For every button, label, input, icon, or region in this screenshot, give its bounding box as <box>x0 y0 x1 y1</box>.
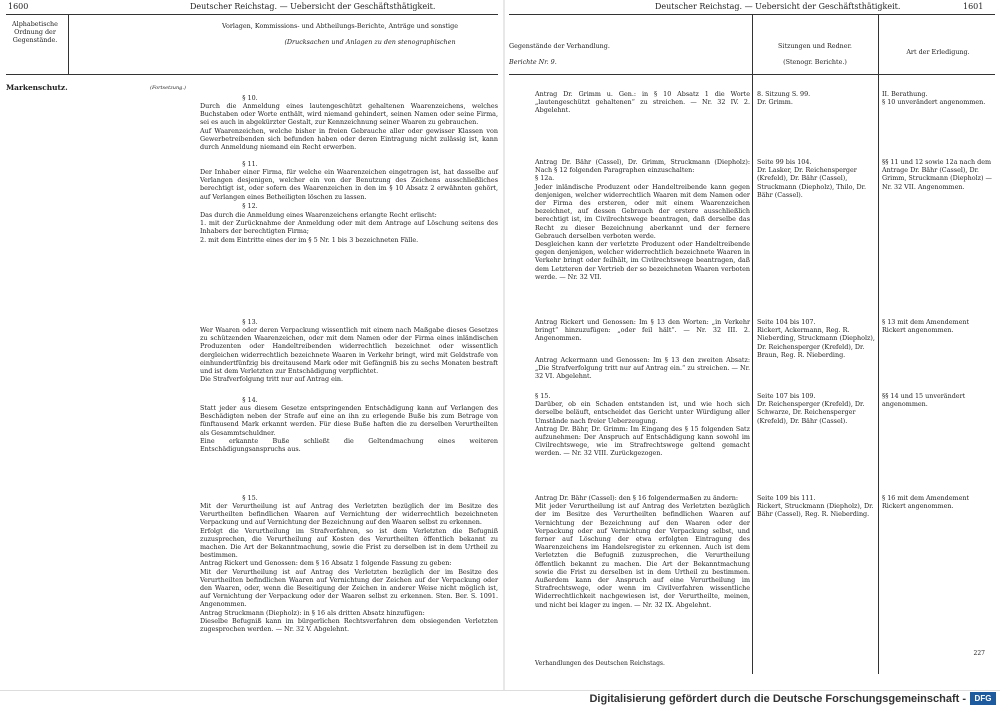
section-text: Das durch die Anmeldung eines Waarenzeichens erlangte Recht erlischt: 1. mit der Zurücknahme der Anmeldung oder mit dem Antrage auf Löschung seitens des Inhabers der berechtigten Firma; 2. mit dem Eintritte eines der im § 5 Nr. 1 bis 3 bezeichneten Fälle. <box>200 211 498 244</box>
right-col2-header: Sitzungen und Redner. <box>778 42 852 50</box>
right-page-number: 1601 <box>963 2 984 11</box>
entry-sessions: Seite 109 bis 111. Rickert, Struckmann (Diepholz), Dr. Bähr (Cassel), Reg. R. Nieberding. <box>757 494 874 519</box>
section-heading: § 11. <box>242 160 258 168</box>
entry-text: § 15. Darüber, ob ein Schaden entstanden ist, und wie hoch sich derselbe beläuft, entscheidet das Gericht unter Würdigung aller Umstände nach freier Ueberzeugung. Antrag Dr. Bähr, Dr. Grimm: Im Eingang des § 15 folgenden Satz aufzunehmen: Der Anspruch auf Entschädigung kann sowohl im Civilrechtswege, wie im Strafrechtswege geltend gemacht werden. — Nr. 32 VIII. Zurückgezogen. <box>535 392 750 458</box>
section-text: Mit der Verurtheilung ist auf Antrag des Verletzten bezüglich der im Besitze des Verurtheilten befindlichen Waaren auf Vernichtung der widerrechtlich bezeichneten Verpackung und auf Vernichtung der Bezeichnung auf den Waaren selbst zu erkennen. Erfolgt die Verurtheilung im Strafverfahren, so ist dem Verletzten die Befugniß zuzusprechen, die Verurtheilung auf Kosten des Verurtheilten öffentlich bekannt zu machen. Die Art der Bekanntmachung, sowie die Frist zu derselben ist in dem Urtheil zu bestimmen. Antrag Rickert und Genossen: dem § 16 Absatz 1 folgende Fassung zu geben: Mit der Verurtheilung ist auf Antrag des Verletzten bezüglich der im Besitze des Verurtheilten befindlichen Waaren auf Vernichtung der Zeichen auf der Verpackung oder den Waaren, oder, wenn die Beseitigung der Zeichen in anderer Weise nicht möglich ist, auf Vernichtung der Verpackung oder der Waaren selbst zu erkennen. Sten. Ber. S. 1091. Angenommen. Antrag Struckmann (Diepholz): in § 16 als dritten Absatz hinzufügen: Dieselbe Befugniß kann im bürgerlichen Rechtsverfahren dem obsiegenden Verletzten zugesprochen werden. — Nr. 32 V. Abgelehnt. <box>200 502 498 634</box>
left-col2-subheader: (Drucksachen und Anlagen zu den stenographischen <box>284 38 456 46</box>
right-col1-subheader: Berichte Nr. 9. <box>509 58 557 66</box>
entry-sessions: Seite 104 bis 107. Rickert, Ackermann, Reg. R. Nieberding, Struckmann (Diepholz), Dr. Reichensperger (Krefeld), Dr. Braun, Reg. R. Nieberding. <box>757 318 875 359</box>
entry-sessions: Seite 107 bis 109. Dr. Reichensperger (Krefeld), Dr. Schwarze, Dr. Reichensperger (Krefeld), Dr. Bähr (Cassel). <box>757 392 865 425</box>
entry-text: Antrag Dr. Bähr (Cassel): den § 16 folgendermaßen zu ändern: Mit jeder Verurtheilung ist auf Antrag des Verletzten bezüglich der im Besitze des Verurtheilten befindlichen Waaren auf Vernichtung der Bezeichnung auf den Waaren oder der Verpackung oder auf Vernichtung der Verpackung selbst, und ferner auf Löschung der etwa erfolgten Eintragung des Waarenzeichens im Handelsregister zu erkennen. Auch ist dem Verletzten die Befugniß zuzusprechen, die Verurtheilung öffentlich bekannt zu machen. Die Art der Bekanntmachung sowie die Frist zu derselben ist in dem Urtheil zu bestimmen. Außerdem kann der Anspruch auf eine Verurtheilung im Strafrechtswege, oder wenn im Civilverfahren wissentliche Widerrechtlichkeit nachgewiesen ist, der Verurtheilte, meinen, und nicht bei klager zu ingen. — Nr. 32 IX. Abgelehnt. <box>535 494 750 609</box>
subject-label: Markenschutz. <box>6 83 68 92</box>
section-heading: § 12. <box>242 202 258 210</box>
left-col1-header: Alphabetische Ordnung der Gegenstände. <box>12 20 58 44</box>
dfg-logo: DFG <box>970 692 996 705</box>
page-footer-note: Verhandlungen des Deutschen Reichstags. <box>535 660 665 667</box>
column-divider <box>752 14 753 674</box>
entry-text: Antrag Rickert und Genossen: Im § 13 den Worten: „in Verkehr bringt“ hinzuzufügen: „oder feil hält“. — Nr. 32 III. 2. Angenommen. <box>535 318 750 343</box>
header-bottom-rule <box>509 74 995 75</box>
entry-result: II. Berathung. § 10 unverändert angenommen. <box>882 90 986 107</box>
entry-result: §§ 14 und 15 unverändert angenommen. <box>882 392 966 409</box>
entry-text: Antrag Dr. Grimm u. Gen.: in § 10 Absatz 1 die Worte „lautengeschützt gehaltenen“ zu streichen. — Nr. 32 IV. 2. Abgelehnt. <box>535 90 750 115</box>
left-running-head: Deutscher Reichstag. — Uebersicht der Geschäftsthätigkeit. <box>190 2 436 11</box>
entry-result: §§ 11 und 12 sowie 12a nach dem Antrage Dr. Bähr (Cassel), Dr. Grimm, Struckmann (Diepholz) — Nr. 32 VII. Angenommen. <box>882 158 992 191</box>
footer-bar <box>0 690 1000 708</box>
section-heading: § 10. <box>242 94 258 102</box>
left-page <box>0 0 505 690</box>
signature-mark: 227 <box>973 650 985 657</box>
column-divider <box>68 14 69 74</box>
section-heading: § 15. <box>242 494 258 502</box>
entry-result: § 16 mit dem Amendement Rickert angenommen. <box>882 494 970 511</box>
entry-text: Antrag Ackermann und Genossen: Im § 13 den zweiten Absatz: „Die Strafverfolgung tritt nur auf Antrag ein.“ zu streichen. — Nr. 32 VI. Abgelehnt. <box>535 356 750 381</box>
entry-sessions: Seite 99 bis 104. Dr. Lasker, Dr. Reichensperger (Krefeld), Dr. Bähr (Cassel), Struckmann (Diepholz), Thilo, Dr. Bähr (Cassel). <box>757 158 867 199</box>
entry-result: § 13 mit dem Amendement Rickert angenommen. <box>882 318 970 335</box>
section-heading: § 14. <box>242 396 258 404</box>
left-page-number: 1600 <box>8 2 29 11</box>
section-text: Der Inhaber einer Firma, für welche ein Waarenzeichen eingetragen ist, hat dasselbe auf Verlangen desjenigen, welcher ein von der Benutzung des Zeichens ausschließliches berechtigt ist, oder sofern des Waarenzeichen in den im § 10 Absatz 2 erwähnten gehört, auf Verlangen eines Betheiligten löschen zu lassen. <box>200 168 498 201</box>
section-text: Statt jeder aus diesem Gesetze entspringenden Entschädigung kann auf Verlangen des Beschädigten neben der Strafe auf eine an ihn zu erlegende Buße bis zum Betrage von fünftausend Mark erkannt werden. Für diese Buße haften die zu derselben Verurtheilten als Gesammtschuldner. Eine erkannte Buße schließt die Geltendmachung eines weiteren Entschädigungsanspruchs aus. <box>200 404 498 454</box>
section-text: Wer Waaren oder deren Verpackung wissentlich mit einem nach Maßgabe dieses Gesetzes zu schützenden Waarenzeichen, oder mit dem Namen oder der Firma eines inländischen Produzenten oder Handeltreibenden widerrechtlich bezeichnet oder wissentlich dergleichen widerrechtlich bezeichnete Waaren in Verkehr bringt, wird mit Geldstrafe von einhundertfünfzig bis dreitausend Mark oder mit Gefängniß bis zu sechs Monaten bestraft und ist dem Verletzten zur Entschädigung verpflichtet. Die Strafverfolgung tritt nur auf Antrag ein. <box>200 326 498 384</box>
section-text: Durch die Anmeldung eines lautengeschützt gehaltenen Waarenzeichens, welches Buchstaben oder Worte enthält, wird niemand gehindert, seinen Namen oder seine Firma, sei es auch in abgekürzter Gestalt, zur Kennzeichnung seiner Waaren zu gebrauchen. Auf Waarenzeichen, welche bisher in freien Gebrauche aller oder gewisser Klassen von Gewerbetreibenden sich befunden haben oder deren Eintragung nicht zulässig ist, kann durch Anmeldung niemand ein Recht erwerben. <box>200 102 498 152</box>
left-col2-header: Vorlagen, Kommissions- und Abtheilungs-Berichte, Anträge und sonstige <box>222 22 458 30</box>
entry-sessions: 8. Sitzung S. 99. Dr. Grimm. <box>757 90 811 107</box>
entry-text: Antrag Dr. Bähr (Cassel), Dr. Grimm, Struckmann (Diepholz): Nach § 12 folgenden Paragraphen einzuschalten: § 12a. Jeder inländische Produzent oder Handeltreibende kann gegen denjenigen, welcher widerrechtlich Waaren mit dem Namen oder der Firma des ersteren, oder mit einem Waarenzeichen bezeichnet, auf dessen Gebrauch der erstere ausschließlich berechtigt ist, im Civilrechtswege beantragen, daß derselbe das Recht zu dieser Bezeichnung aberkannt und der fernere Gebrauch derselben verboten werde. Desgleichen kann der verletzte Produzent oder Handeltreibende gegen denjenigen, welcher widerrechtlich bezeichnete Waaren in Verkehr bringt oder feilhält, im Civilrechtswege beantragen, daß dem Letzteren der Vertrieb der so bezeichneten Waaren verboten werde. — Nr. 32 VII. <box>535 158 750 281</box>
header-bottom-rule <box>6 74 498 75</box>
right-col1-header: Gegenstände der Verhandlung. <box>509 42 610 50</box>
right-col2-subheader: (Stenogr. Berichte.) <box>783 58 847 66</box>
right-running-head: Deutscher Reichstag. — Uebersicht der Geschäftsthätigkeit. <box>655 2 901 11</box>
continuation-note: (Fortsetzung.) <box>150 85 186 91</box>
column-divider <box>878 14 879 674</box>
header-rule <box>6 14 498 15</box>
footer-credit-text: Digitalisierung gefördert durch die Deutsche Forschungsgemeinschaft - <box>589 693 966 705</box>
right-col3-header: Art der Erledigung. <box>906 48 970 56</box>
right-page <box>505 0 1000 690</box>
section-heading: § 13. <box>242 318 258 326</box>
